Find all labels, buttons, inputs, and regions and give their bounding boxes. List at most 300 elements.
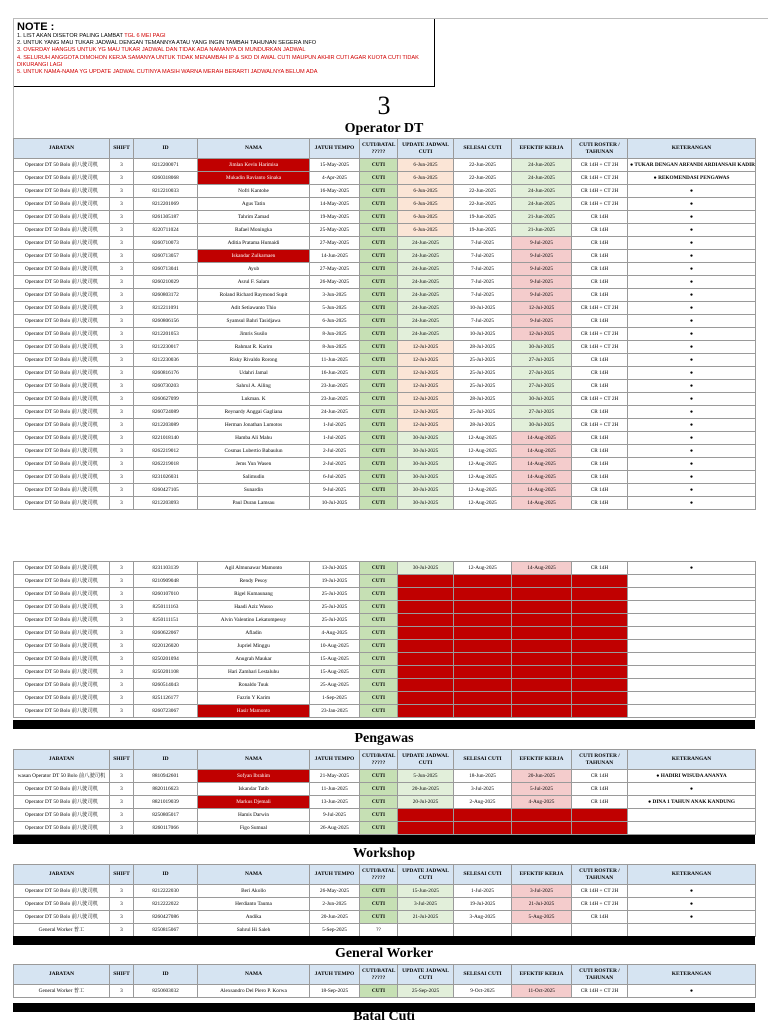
cell-update-jadwal: 24-Jun-2025: [398, 276, 454, 289]
cell-nama: Rahmat R. Karim: [198, 341, 310, 354]
cell-update-jadwal: 12-Jul-2025: [398, 367, 454, 380]
cell-cuti-roster: CR 14H: [572, 250, 628, 263]
cell-jabatan: Operator DT 50 Bolo 前八驶司机: [14, 250, 110, 263]
cell-cuti-roster: CR 14H: [572, 276, 628, 289]
cell-selesai-cuti: 12-Aug-2025: [454, 497, 512, 510]
cell-update-jadwal: 30-Jul-2025: [398, 445, 454, 458]
cell-id: 8260427086: [134, 911, 198, 924]
cell-id: 8212203093: [134, 497, 198, 510]
cell-cuti-batal: CUTI: [360, 809, 398, 822]
cell-jatuh-tempo: 13-Jul-2025: [310, 562, 360, 575]
cell-jatuh-tempo: 13-Jun-2025: [310, 796, 360, 809]
cell-efektif-kerja: 24-Jun-2025: [512, 159, 572, 172]
cell-jabatan: Operator DT 50 Bolo 前八驶司机: [14, 198, 110, 211]
cell-update-jadwal: [398, 653, 454, 666]
cell-cuti-batal: CUTI: [360, 458, 398, 471]
table-row: [14, 601, 756, 614]
cell-id: 8260724089: [134, 406, 198, 419]
cell-cuti-roster: CR 14H + CT 2H: [572, 198, 628, 211]
cell-keterangan: ● REKOMENDASI PENGAWAS: [628, 172, 756, 185]
table-row: [14, 172, 756, 185]
cell-jabatan: Operator DT 50 Bolo 前八驶司机: [14, 432, 110, 445]
cell-selesai-cuti: [454, 809, 512, 822]
cell-jatuh-tempo: 8-Jun-2025: [310, 341, 360, 354]
table-row: [14, 562, 756, 575]
note-line: [17, 47, 431, 54]
cell-update-jadwal: [398, 692, 454, 705]
cell-nama: Tahrim Zamad: [198, 211, 310, 224]
cell-efektif-kerja: 3-Jul-2025: [512, 885, 572, 898]
cell-efektif-kerja: 24-Jun-2025: [512, 172, 572, 185]
cell-cuti-roster: [572, 809, 628, 822]
cell-keterangan: [628, 640, 756, 653]
cell-keterangan: ●: [628, 911, 756, 924]
cell-update-jadwal: 25-Sep-2025: [398, 985, 454, 998]
cell-shift: 3: [110, 419, 134, 432]
column-header-shift: SHIFT: [110, 965, 134, 985]
cell-selesai-cuti: 19-Jun-2025: [454, 211, 512, 224]
cell-efektif-kerja: 9-Jul-2025: [512, 289, 572, 302]
cell-nama: Hari Zamhari Lestaluhu: [198, 666, 310, 679]
cell-keterangan: ● HADIRI WISUDA ANANYA: [628, 770, 756, 783]
cell-jabatan: Operator DT 50 Bolo 前八驶司机: [14, 497, 110, 510]
table-row: [14, 679, 756, 692]
cell-jabatan: Operator DT 50 Bolo 前八驶司机: [14, 445, 110, 458]
cell-id: 8210909048: [134, 575, 198, 588]
cell-keterangan: ●: [628, 380, 756, 393]
cell-update-jadwal: [398, 575, 454, 588]
table-row: [14, 263, 756, 276]
cell-efektif-kerja: 14-Aug-2025: [512, 562, 572, 575]
cell-update-jadwal: [398, 705, 454, 718]
column-header-selesai-cuti: SELESAI CUTI: [454, 750, 512, 770]
cell-selesai-cuti: 12-Aug-2025: [454, 458, 512, 471]
column-header-id: ID: [134, 965, 198, 985]
cell-cuti-batal: CUTI: [360, 341, 398, 354]
cell-cuti-roster: CR 14H: [572, 458, 628, 471]
cell-selesai-cuti: 10-Jul-2025: [454, 302, 512, 315]
cell-efektif-kerja: 30-Jul-2025: [512, 419, 572, 432]
cell-id: 8250111151: [134, 614, 198, 627]
cell-cuti-roster: CR 14H: [572, 211, 628, 224]
cell-jabatan: Operator DT 50 Bolo 前八驶司机: [14, 393, 110, 406]
cell-jabatan: wasan Operator DT 50 Bolo 前八驶司机: [14, 770, 110, 783]
cell-cuti-batal: CUTI: [360, 770, 398, 783]
column-header-shift: SHIFT: [110, 139, 134, 159]
cell-keterangan: [628, 809, 756, 822]
cell-efektif-kerja: [512, 588, 572, 601]
cell-selesai-cuti: 9-Oct-2025: [454, 985, 512, 998]
cell-update-jadwal: 6-Jun-2025: [398, 211, 454, 224]
cell-shift: 3: [110, 770, 134, 783]
cell-jatuh-tempo: 8-Jun-2025: [310, 328, 360, 341]
cell-efektif-kerja: 9-Jul-2025: [512, 315, 572, 328]
cell-jatuh-tempo: 5-Sep-2025: [310, 924, 360, 937]
cell-nama: Asrul F. Salam: [198, 276, 310, 289]
cell-selesai-cuti: [454, 601, 512, 614]
cell-efektif-kerja: 12-Jul-2025: [512, 328, 572, 341]
cell-selesai-cuti: 7-Jul-2025: [454, 250, 512, 263]
column-header-id: ID: [134, 139, 198, 159]
cell-cuti-roster: [572, 614, 628, 627]
column-header-id: ID: [134, 750, 198, 770]
cell-cuti-batal: CUTI: [360, 985, 398, 998]
cell-shift: 3: [110, 393, 134, 406]
cell-efektif-kerja: [512, 614, 572, 627]
cell-efektif-kerja: 14-Aug-2025: [512, 458, 572, 471]
cell-id: 8212230017: [134, 341, 198, 354]
cell-update-jadwal: 24-Jun-2025: [398, 302, 454, 315]
cell-selesai-cuti: 2-Aug-2025: [454, 796, 512, 809]
cell-jatuh-tempo: 10-Jul-2025: [310, 497, 360, 510]
table-row: [14, 393, 756, 406]
cell-keterangan: ●: [628, 276, 756, 289]
cell-efektif-kerja: 21-Jun-2025: [512, 211, 572, 224]
cell-id: 8260107010: [134, 588, 198, 601]
column-header-jatuh-tempo: JATUH TEMPO: [310, 139, 360, 159]
cell-shift: 3: [110, 237, 134, 250]
cell-jatuh-tempo: 23-Jun-2025: [310, 393, 360, 406]
cell-update-jadwal: 12-Jul-2025: [398, 380, 454, 393]
cell-cuti-batal: CUTI: [360, 289, 398, 302]
cell-jatuh-tempo: 11-Jun-2025: [310, 354, 360, 367]
cell-cuti-roster: CR 14H + CT 2H: [572, 328, 628, 341]
cell-jatuh-tempo: 23-Jan-2025: [310, 705, 360, 718]
cell-nama: Afladin: [198, 627, 310, 640]
table-row: [14, 367, 756, 380]
cell-update-jadwal: 21-Jul-2025: [398, 911, 454, 924]
column-header-jabatan: JABATAN: [14, 139, 110, 159]
cell-jabatan: Operator DT 50 Bolo 前八驶司机: [14, 367, 110, 380]
table-row: [14, 445, 756, 458]
cell-jatuh-tempo: 6-Jun-2025: [310, 315, 360, 328]
cell-jabatan: Operator DT 50 Bolo 前八驶司机: [14, 627, 110, 640]
note-line-highlight: TGL 6 MEI PAGI: [122, 33, 166, 39]
cell-jabatan: Operator DT 50 Bolo 前八驶司机: [14, 796, 110, 809]
cell-id: 8260723067: [134, 705, 198, 718]
cell-nama: Herman Jonathan Lumotos: [198, 419, 310, 432]
column-header-cuti-batal: CUTI/BATAL ?????: [360, 139, 398, 159]
cell-keterangan: ●: [628, 354, 756, 367]
cell-jatuh-tempo: 5-Jun-2025: [310, 302, 360, 315]
table-row: [14, 911, 756, 924]
cell-efektif-kerja: [512, 692, 572, 705]
cell-keterangan: ●: [628, 497, 756, 510]
cell-update-jadwal: 6-Jun-2025: [398, 159, 454, 172]
cell-jatuh-tempo: 25-Jul-2025: [310, 601, 360, 614]
cell-id: 8260210029: [134, 276, 198, 289]
cell-cuti-roster: CR 14H: [572, 237, 628, 250]
cell-cuti-batal: CUTI: [360, 315, 398, 328]
cell-shift: 3: [110, 588, 134, 601]
cell-shift: 3: [110, 692, 134, 705]
cell-keterangan: ●: [628, 432, 756, 445]
cell-jabatan: Operator DT 50 Bolo 前八驶司机: [14, 354, 110, 367]
cell-cuti-batal: CUTI: [360, 419, 398, 432]
cell-jabatan: Operator DT 50 Bolo 前八驶司机: [14, 471, 110, 484]
cell-update-jadwal: [398, 924, 454, 937]
cell-update-jadwal: 3-Jul-2025: [398, 898, 454, 911]
cell-cuti-batal: CUTI: [360, 588, 398, 601]
cell-keterangan: ●: [628, 484, 756, 497]
cell-id: 8250805017: [134, 809, 198, 822]
cell-cuti-batal: CUTI: [360, 380, 398, 393]
cell-jatuh-tempo: 25-May-2025: [310, 224, 360, 237]
cell-cuti-roster: CR 14H + CT 2H: [572, 302, 628, 315]
cell-selesai-cuti: 25-Jul-2025: [454, 380, 512, 393]
cell-keterangan: ●: [628, 393, 756, 406]
cell-jabatan: Operator DT 50 Bolo 前八驶司机: [14, 419, 110, 432]
cell-selesai-cuti: 1-Jul-2025: [454, 885, 512, 898]
cell-cuti-batal: CUTI: [360, 614, 398, 627]
general-worker-table: [13, 964, 756, 998]
table-row: [14, 380, 756, 393]
cell-nama: Risky Rivaldo Rorong: [198, 354, 310, 367]
cell-nama: Alvin Valentino Lekatompessy: [198, 614, 310, 627]
cell-update-jadwal: 30-Jul-2025: [398, 458, 454, 471]
cell-selesai-cuti: 7-Jul-2025: [454, 276, 512, 289]
cell-shift: 3: [110, 679, 134, 692]
cell-jatuh-tempo: 25-Jul-2025: [310, 588, 360, 601]
cell-cuti-batal: CUTI: [360, 497, 398, 510]
cell-efektif-kerja: [512, 627, 572, 640]
cell-keterangan: [628, 601, 756, 614]
column-header-efektif-kerja: EFEKTIF KERJA: [512, 865, 572, 885]
cell-id: 8821019039: [134, 796, 198, 809]
column-header-update-jadwal: UPDATE JADWAL CUTI: [398, 965, 454, 985]
note-line-text: 4. SELURUH ANGGOTA DIMOHON KERJA SAMANYA UNTUK TIDAK MENAMBAH IP & SKD DI AWAL CUTI MAUPUN AKHIR CUTI AGAR KUOTA CUTI TIDAK DIKURANGI LAGI: [17, 54, 419, 68]
cell-selesai-cuti: 7-Jul-2025: [454, 289, 512, 302]
cell-jabatan: Operator DT 50 Bolo 前八驶司机: [14, 809, 110, 822]
column-header-cuti-batal: CUTI/BATAL ?????: [360, 750, 398, 770]
cell-jabatan: Operator DT 50 Bolo 前八驶司机: [14, 458, 110, 471]
cell-cuti-batal: CUTI: [360, 885, 398, 898]
cell-shift: 3: [110, 315, 134, 328]
cell-jatuh-tempo: 6-Jul-2025: [310, 471, 360, 484]
cell-selesai-cuti: [454, 627, 512, 640]
cell-jatuh-tempo: 4-Apr-2025: [310, 172, 360, 185]
cell-selesai-cuti: 22-Jun-2025: [454, 198, 512, 211]
cell-cuti-roster: CR 14H: [572, 484, 628, 497]
cell-update-jadwal: [398, 666, 454, 679]
cell-update-jadwal: 6-Jun-2025: [398, 224, 454, 237]
cell-jatuh-tempo: 2-Jun-2025: [310, 898, 360, 911]
cell-shift: 3: [110, 211, 134, 224]
cell-id: 8212230036: [134, 354, 198, 367]
cell-jatuh-tempo: 1-Jul-2025: [310, 419, 360, 432]
cell-selesai-cuti: [454, 822, 512, 835]
cell-shift: 3: [110, 924, 134, 937]
cell-selesai-cuti: 25-Jul-2025: [454, 367, 512, 380]
table-header-row: [14, 865, 756, 885]
cell-id: 8212211091: [134, 302, 198, 315]
cell-efektif-kerja: [512, 601, 572, 614]
cell-cuti-batal: CUTI: [360, 406, 398, 419]
cell-cuti-batal: CUTI: [360, 783, 398, 796]
cell-selesai-cuti: 12-Aug-2025: [454, 562, 512, 575]
cell-cuti-batal: CUTI: [360, 185, 398, 198]
cell-cuti-batal: CUTI: [360, 445, 398, 458]
cell-id: 8260622067: [134, 627, 198, 640]
column-header-nama: NAMA: [198, 139, 310, 159]
cell-cuti-batal: CUTI: [360, 276, 398, 289]
cell-jatuh-tempo: 4-Aug-2025: [310, 627, 360, 640]
cell-selesai-cuti: 22-Jun-2025: [454, 159, 512, 172]
table-row: [14, 783, 756, 796]
note-line: [17, 69, 431, 76]
cell-cuti-batal: CUTI: [360, 484, 398, 497]
cell-cuti-roster: CR 14H: [572, 380, 628, 393]
column-header-jabatan: JABATAN: [14, 865, 110, 885]
table-row: [14, 985, 756, 998]
cell-nama: Jupriel Minggu: [198, 640, 310, 653]
cell-update-jadwal: 6-Jun-2025: [398, 172, 454, 185]
cell-keterangan: ●: [628, 328, 756, 341]
cell-jabatan: Operator DT 50 Bolo 前八驶司机: [14, 237, 110, 250]
cell-jabatan: General Worker 普工: [14, 924, 110, 937]
cell-update-jadwal: 12-Jul-2025: [398, 406, 454, 419]
cell-update-jadwal: [398, 640, 454, 653]
cell-efektif-kerja: 30-Jul-2025: [512, 341, 572, 354]
cell-efektif-kerja: 14-Aug-2025: [512, 445, 572, 458]
cell-shift: 3: [110, 497, 134, 510]
note-line-text: 2. UNTUK YANG MAU TUKAR JADWAL DENGAN TEMANNYA ATAU YANG INGIN TAMBAH TAHUNAN SEGERA INFO: [17, 40, 317, 47]
cell-id: 8260713057: [134, 250, 198, 263]
cell-jabatan: Operator DT 50 Bolo 前八驶司机: [14, 263, 110, 276]
cell-selesai-cuti: 12-Aug-2025: [454, 445, 512, 458]
cell-update-jadwal: 30-Jul-2025: [398, 497, 454, 510]
cell-id: 8260318068: [134, 172, 198, 185]
cell-selesai-cuti: 3-Jul-2025: [454, 783, 512, 796]
cell-jabatan: Operator DT 50 Bolo 前八驶司机: [14, 898, 110, 911]
cell-cuti-batal: CUTI: [360, 575, 398, 588]
cell-update-jadwal: 30-Jul-2025: [398, 562, 454, 575]
cell-jabatan: Operator DT 50 Bolo 前八驶司机: [14, 601, 110, 614]
section-divider: [13, 720, 755, 729]
cell-efektif-kerja: [512, 653, 572, 666]
cell-jatuh-tempo: 15-May-2025: [310, 159, 360, 172]
column-header-keterangan: KETERANGAN: [628, 965, 756, 985]
cell-id: 8261305187: [134, 211, 198, 224]
cell-jatuh-tempo: 25-Aug-2025: [310, 679, 360, 692]
column-header-jatuh-tempo: JATUH TEMPO: [310, 965, 360, 985]
cell-jabatan: Operator DT 50 Bolo 前八驶司机: [14, 224, 110, 237]
column-header-shift: SHIFT: [110, 750, 134, 770]
cell-shift: 3: [110, 250, 134, 263]
table-row: [14, 159, 756, 172]
table-row: [14, 289, 756, 302]
cell-update-jadwal: 12-Jul-2025: [398, 341, 454, 354]
cell-jatuh-tempo: 15-Aug-2025: [310, 653, 360, 666]
cell-update-jadwal: [398, 588, 454, 601]
cell-nama: Agus Tatin: [198, 198, 310, 211]
cell-cuti-roster: CR 14H: [572, 354, 628, 367]
cell-jabatan: Operator DT 50 Bolo 前八驶司机: [14, 276, 110, 289]
cell-nama: Hamis Darwin: [198, 809, 310, 822]
cell-nama: Syamsul Bahri Tasidjawa: [198, 315, 310, 328]
cell-cuti-batal: CUTI: [360, 393, 398, 406]
cell-selesai-cuti: [454, 692, 512, 705]
cell-cuti-roster: CR 14H + CT 2H: [572, 159, 628, 172]
cell-id: 8220126020: [134, 640, 198, 653]
cell-jatuh-tempo: 16-May-2025: [310, 185, 360, 198]
column-header-jatuh-tempo: JATUH TEMPO: [310, 750, 360, 770]
cell-id: 8212222030: [134, 885, 198, 898]
cell-selesai-cuti: [454, 653, 512, 666]
cell-cuti-batal: CUTI: [360, 679, 398, 692]
cell-id: 8212203089: [134, 419, 198, 432]
cell-cuti-batal: CUTI: [360, 159, 398, 172]
cell-keterangan: ●: [628, 302, 756, 315]
cell-shift: 3: [110, 627, 134, 640]
cell-cuti-batal: CUTI: [360, 302, 398, 315]
note-line-text: 5. UNTUK NAMA-NAMA YG UPDATE JADWAL CUTINYA MASIH WARNA MERAH BERARTI JADWALNYA BELUM ADA: [17, 69, 318, 76]
cell-nama: Udahri Jamal: [198, 367, 310, 380]
cell-efektif-kerja: 14-Aug-2025: [512, 484, 572, 497]
cell-id: 8221018140: [134, 432, 198, 445]
table-row: [14, 885, 756, 898]
cell-update-jadwal: 6-Jun-2025: [398, 198, 454, 211]
column-header-keterangan: KETERANGAN: [628, 865, 756, 885]
section-divider: [13, 835, 755, 844]
cell-id: 8250815067: [134, 924, 198, 937]
cell-jatuh-tempo: 18-Sep-2025: [310, 985, 360, 998]
note-title: NOTE :: [17, 21, 55, 33]
workshop-table: [13, 864, 756, 937]
section-title-batal-cuti: Batal Cuti: [353, 1009, 415, 1024]
cell-jatuh-tempo: 19-Jul-2025: [310, 575, 360, 588]
cell-jabatan: Operator DT 50 Bolo 前八驶司机: [14, 705, 110, 718]
cell-update-jadwal: 5-Jun-2025: [398, 770, 454, 783]
operator-table: [13, 138, 756, 510]
cell-jatuh-tempo: 20-Jun-2025: [310, 911, 360, 924]
cell-jatuh-tempo: 23-Jun-2025: [310, 380, 360, 393]
cell-selesai-cuti: 25-Jul-2025: [454, 354, 512, 367]
cell-jabatan: Operator DT 50 Bolo 前八驶司机: [14, 562, 110, 575]
cell-jabatan: Operator DT 50 Bolo 前八驶司机: [14, 302, 110, 315]
cell-shift: 3: [110, 614, 134, 627]
cell-nama: Andika: [198, 911, 310, 924]
cell-id: 8250201094: [134, 653, 198, 666]
cell-selesai-cuti: 12-Aug-2025: [454, 432, 512, 445]
cell-cuti-batal: CUTI: [360, 796, 398, 809]
cell-cuti-roster: CR 14H: [572, 445, 628, 458]
cell-update-jadwal: [398, 679, 454, 692]
cell-selesai-cuti: 7-Jul-2025: [454, 315, 512, 328]
cell-jabatan: Operator DT 50 Bolo 前八驶司机: [14, 380, 110, 393]
cell-shift: 3: [110, 484, 134, 497]
cell-keterangan: ●: [628, 198, 756, 211]
table-row: [14, 302, 756, 315]
cell-cuti-roster: [572, 601, 628, 614]
cell-update-jadwal: 24-Jun-2025: [398, 237, 454, 250]
cell-id: 8260627099: [134, 393, 198, 406]
cell-efektif-kerja: 9-Jul-2025: [512, 276, 572, 289]
cell-id: 8260803172: [134, 289, 198, 302]
cell-nama: Beri Akollo: [198, 885, 310, 898]
cell-selesai-cuti: 28-Jul-2025: [454, 393, 512, 406]
cell-id: 8250603032: [134, 985, 198, 998]
cell-nama: Sahrul A. Ailing: [198, 380, 310, 393]
cell-cuti-roster: [572, 575, 628, 588]
operator-table-continued: [13, 561, 756, 718]
cell-cuti-roster: [572, 822, 628, 835]
table-row: [14, 185, 756, 198]
cell-update-jadwal: [398, 627, 454, 640]
cell-cuti-roster: [572, 705, 628, 718]
note-line: [17, 40, 431, 47]
column-header-selesai-cuti: SELESAI CUTI: [454, 865, 512, 885]
